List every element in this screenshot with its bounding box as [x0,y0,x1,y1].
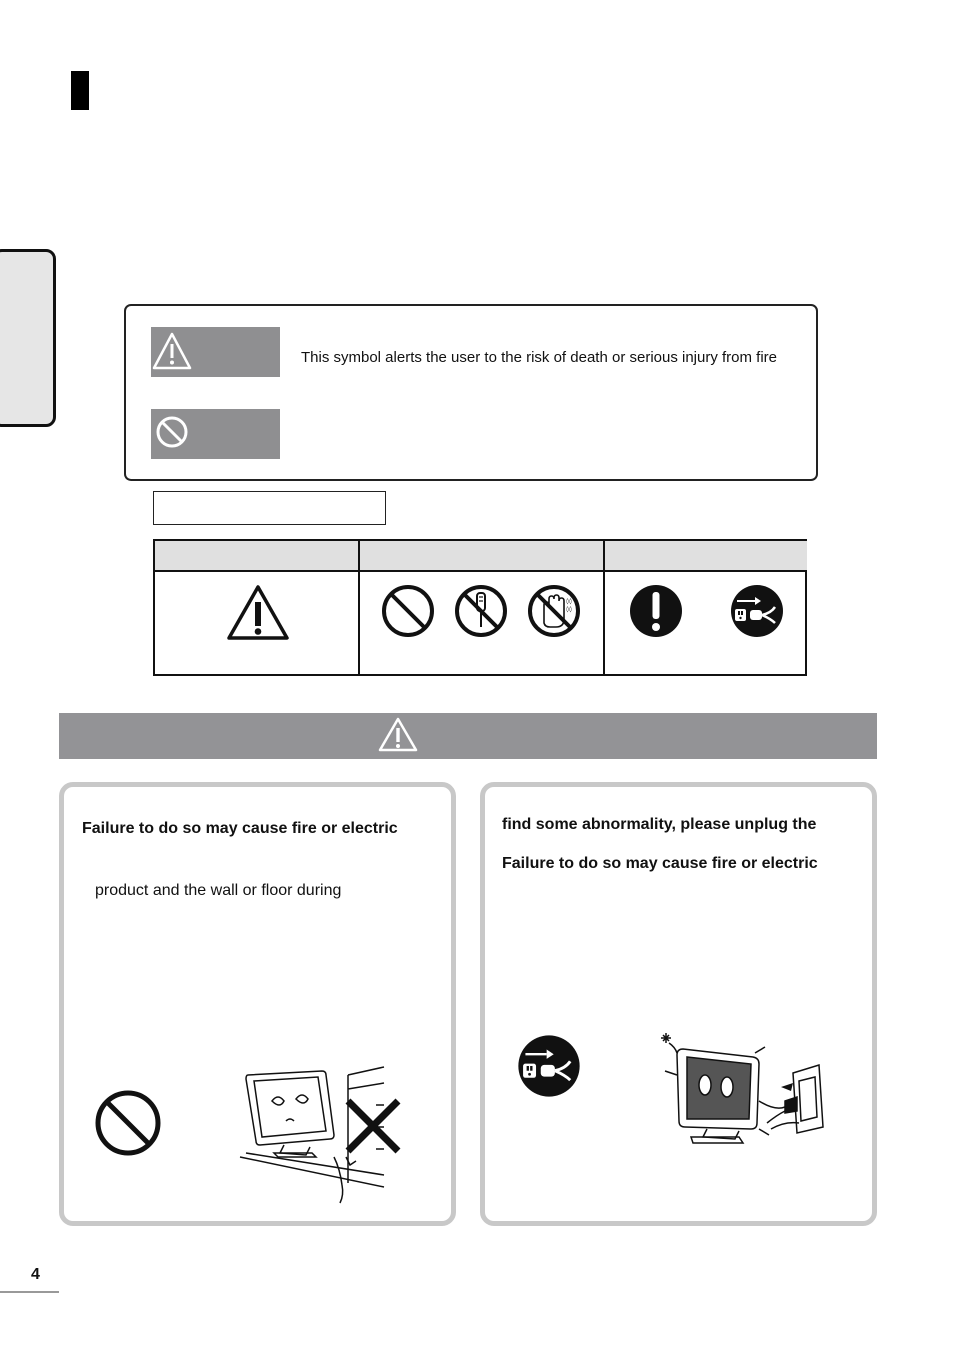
warning-triangle-icon [378,717,418,753]
unplug-icon [729,583,785,639]
mandatory-action-icon [628,583,684,639]
caution-triangle-icon [226,584,290,642]
svg-text:◊◊: ◊◊ [566,598,572,605]
warning-description: This symbol alerts the user to the risk of death or serious injury from fire [301,349,778,366]
table-header-cell [360,541,603,572]
unplug-device-illustration [655,1031,845,1151]
panel-text: product and the wall or floor during [95,882,342,899]
section-title-marker [71,71,89,110]
monitor-cord-illustration [234,1065,404,1205]
footer-rule [0,1291,59,1293]
prohibition-label [151,409,280,459]
panel-text: find some abnormality, please unplug the [502,816,817,833]
no-disassembly-icon [453,583,509,639]
warning-banner [59,713,877,759]
no-wet-hands-icon [526,583,582,639]
table-header-cell [155,541,358,572]
page-number: 4 [31,1266,40,1283]
prohibition-icon [380,583,436,639]
warning-label [151,327,280,377]
side-tab [0,249,56,427]
warning-panel-left [59,782,456,1226]
table-divider [603,541,605,674]
symbols-table [153,539,807,676]
svg-text:◊◊: ◊◊ [566,606,572,613]
prohibition-icon [151,412,197,456]
heading-box [153,491,386,525]
panel-text: Failure to do so may cause fire or electric [82,820,398,837]
prohibition-icon [92,1087,164,1159]
warning-panel-right [480,782,877,1226]
warning-triangle-icon [151,330,197,374]
table-header-cell [605,541,807,572]
unplug-icon [516,1033,582,1099]
table-divider [358,541,360,674]
panel-text: Failure to do so may cause fire or electric [502,855,818,872]
symbol-legend-box [124,304,818,481]
